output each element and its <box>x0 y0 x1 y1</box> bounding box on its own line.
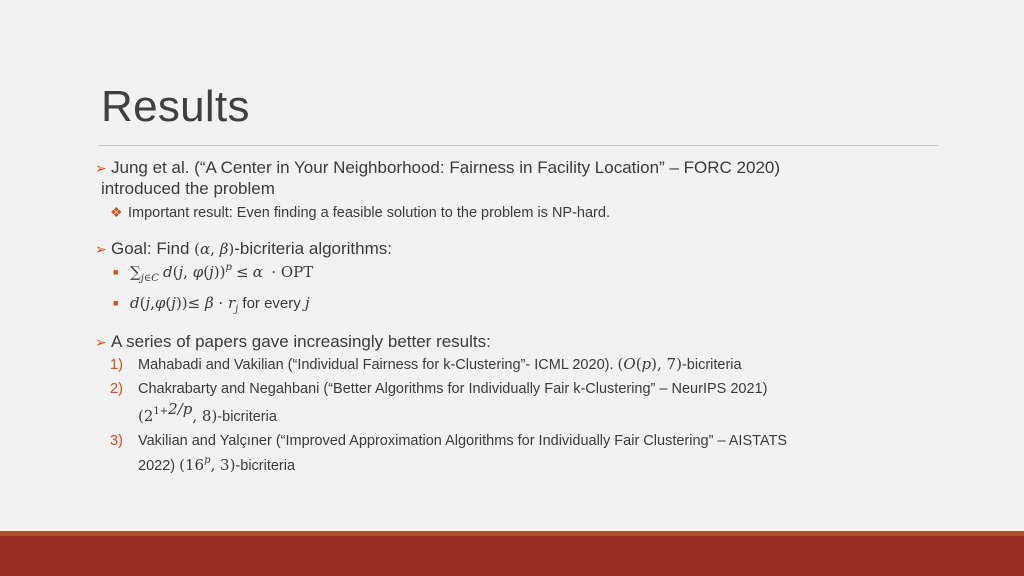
footer-band <box>0 536 1024 576</box>
numbered-item-1: 1) Mahabadi and Vakilian (“Individual Fairness for k-Clustering”- ICML 2020). (O(p), 7)-bicriteria <box>110 355 742 373</box>
bullet-jung <box>95 157 1024 179</box>
title-divider <box>98 145 938 146</box>
sub-bullet-text: Important result: Even finding a feasible solution to the problem is NP-hard. <box>128 205 610 221</box>
diamond-bullet-icon: ❖ <box>110 204 123 220</box>
item-text: Chakrabarty and Negahbani (“Better Algorithms for Individually Fair k-Clustering” – NeurIPS 2021) <box>138 381 768 397</box>
item-number: 1) <box>110 357 123 373</box>
arrow-bullet-icon: ➢ <box>95 160 107 176</box>
item-sum-constraint: ■ $\sum_{j\in C}$ d(j, φ(j))$^p$ ≤ α · OPT <box>113 262 314 284</box>
numbered-item-2 <box>110 380 1024 399</box>
bullet-series <box>95 331 1024 353</box>
numbered-item-3 <box>110 432 1024 451</box>
item-number: 2) <box>110 381 123 397</box>
arrow-bullet-icon: ➢ <box>95 241 107 257</box>
bullet-text: A series of papers gave increasingly better results: <box>111 332 491 351</box>
item-distance-constraint: ■ $d(j,\varphi(j))\le \beta \cdot r_j$ for every j <box>113 294 310 315</box>
item-number: 3) <box>110 433 123 449</box>
arrow-bullet-icon: ➢ <box>95 334 107 350</box>
item-text: Vakilian and Yalçıner (“Improved Approximation Algorithms for Individually Fair Clustering” – AISTATS <box>138 433 788 449</box>
slide-title: Results <box>101 82 250 131</box>
sub-bullet-nphard <box>110 203 1024 223</box>
bullet-goal <box>95 238 1024 260</box>
bullet-text: Jung et al. (“A Center in Your Neighborhood: Fairness in Facility Location” – FORC 2020) <box>111 158 781 177</box>
square-bullet-icon: ■ <box>113 298 119 308</box>
bullet-jung-cont: introduced the problem <box>101 179 275 198</box>
numbered-item-2-cont: ($2^{1+2/p}$, 8)-bicriteria <box>138 400 277 425</box>
numbered-item-3-cont: 2022) (16$^p$, 3)-bicriteria <box>138 455 296 474</box>
goal-text: Goal: Find (α, β)-bicriteria algorithms: <box>111 239 392 258</box>
square-bullet-icon: ■ <box>113 267 119 277</box>
